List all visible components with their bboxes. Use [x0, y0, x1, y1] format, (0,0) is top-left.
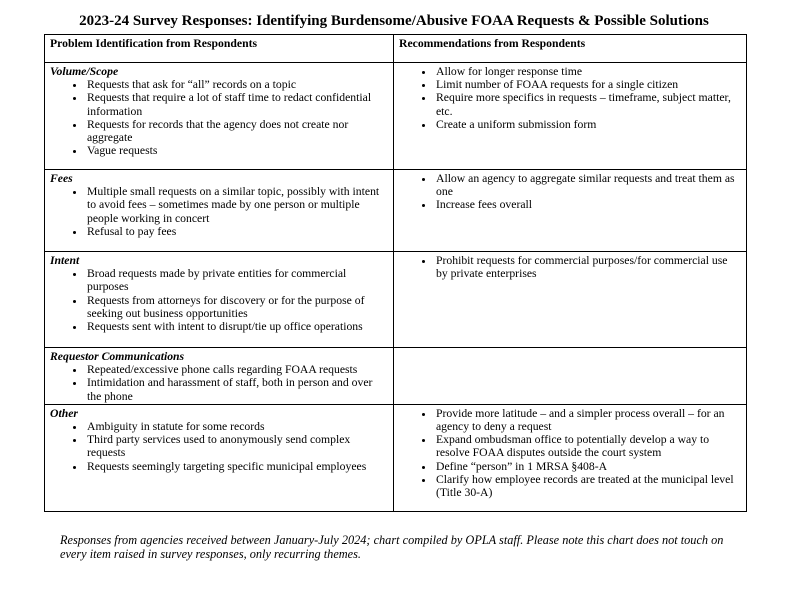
recommendation-item: • Expand ombudsman office to potentially develop a way to resolve FOAA disputes outside the court system	[435, 433, 741, 459]
section-heading: Volume/Scope	[50, 65, 119, 78]
problem-item: • Requests seemingly targeting specific municipal employees	[86, 460, 388, 473]
section-heading: Other	[50, 406, 78, 420]
recommendation-item: • Provide more latitude – and a simpler process overall – for an agency to deny a request	[435, 407, 741, 433]
problem-list	[50, 185, 388, 238]
recommendation-item: • Allow an agency to aggregate similar requests and treat them as one	[435, 172, 741, 198]
recommendation-item: • Clarify how employee records are treated at the municipal level (Title 30-A)	[435, 473, 741, 499]
problem-item: • Refusal to pay fees	[86, 225, 388, 238]
problem-item: • Multiple small requests on a similar topic, possibly with intent to avoid fees – sometimes made by one person or multiple people working in concert	[86, 185, 388, 225]
recommendation-item: • Require more specifics in requests – timeframe, subject matter, etc.	[435, 91, 741, 117]
table-row-other	[45, 404, 747, 511]
survey-table	[44, 34, 747, 512]
problem-item: • Requests from attorneys for discovery or for the purpose of seeking out business opportunities	[86, 294, 388, 320]
table-header-row	[45, 35, 747, 63]
problem-item: • Requests that ask for “all” records on a topic	[86, 78, 388, 91]
problem-item: • Repeated/excessive phone calls regarding FOAA requests	[86, 363, 388, 376]
problem-item: • Requests for records that the agency does not create nor aggregate	[86, 118, 388, 144]
document-page	[0, 13, 788, 589]
recommendations-cell-intent	[394, 252, 747, 348]
recommendation-list	[399, 172, 741, 212]
table-row-volume-scope	[45, 63, 747, 170]
recommendations-cell-other	[394, 404, 747, 511]
table-row-intent	[45, 252, 747, 348]
recommendation-item: • Increase fees overall	[435, 198, 741, 211]
recommendation-item: • Allow for longer response time	[435, 65, 741, 78]
recommendation-item: • Define “person” in 1 MRSA §408-A	[435, 460, 741, 473]
problem-item: • Ambiguity in statute for some records	[86, 420, 388, 433]
section-heading: Requestor Communications	[50, 350, 185, 363]
problem-item: • Requests sent with intent to disrupt/tie up office operations	[86, 320, 388, 333]
problems-cell-intent	[45, 252, 394, 348]
problem-list	[50, 78, 388, 157]
recommendations-cell-volume-scope	[394, 63, 747, 170]
section-heading: Intent	[50, 254, 80, 267]
recommendation-item: • Limit number of FOAA requests for a single citizen	[435, 78, 741, 91]
recommendation-list	[399, 407, 741, 499]
problems-cell-requestor-communications	[45, 348, 394, 405]
footnote: Responses from agencies received between January-July 2024; chart compiled by OPLA staff. Please note this chart does not touch on every item raised in survey responses, only recurring themes.	[60, 532, 724, 562]
problem-item: • Requests that require a lot of staff time to redact confidential information	[86, 91, 388, 117]
problem-item: • Broad requests made by private entities for commercial purposes	[86, 267, 388, 293]
column-header-problems: Problem Identification from Respondents	[45, 35, 394, 63]
recommendation-list	[399, 65, 741, 131]
recommendation-item: • Prohibit requests for commercial purposes/for commercial use by private enterprises	[435, 254, 741, 280]
page-title: 2023-24 Survey Responses: Identifying Burdensome/Abusive FOAA Requests & Possible Solutions	[79, 13, 709, 29]
recommendations-cell-fees	[394, 170, 747, 252]
problem-item: • Intimidation and harassment of staff, both in person and over the phone	[86, 376, 388, 402]
recommendation-item: • Create a uniform submission form	[435, 118, 741, 131]
recommendations-cell-requestor-communications	[394, 348, 747, 405]
problems-cell-fees	[45, 170, 394, 252]
problem-list	[50, 267, 388, 333]
column-header-recommendations: Recommendations from Respondents	[394, 35, 747, 63]
problem-list	[50, 420, 388, 473]
problem-list	[50, 363, 388, 403]
table-row-fees	[45, 170, 747, 252]
section-heading: Fees	[50, 172, 73, 185]
problem-item: • Vague requests	[86, 144, 388, 157]
table-row-requestor-communications	[45, 348, 747, 405]
recommendation-list	[399, 254, 741, 280]
problems-cell-other	[45, 404, 394, 511]
problems-cell-volume-scope	[45, 63, 394, 170]
problem-item: • Third party services used to anonymously send complex requests	[86, 433, 388, 459]
